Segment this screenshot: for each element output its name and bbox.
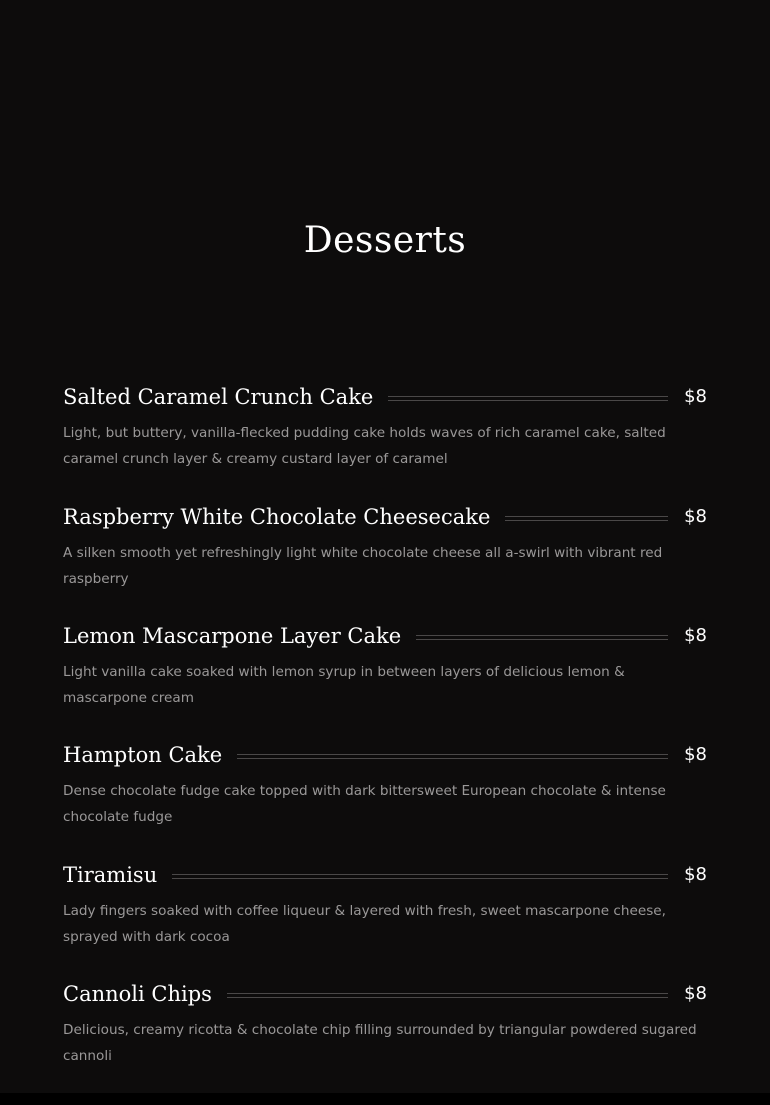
menu-item	[63, 502, 707, 592]
menu-item-description: Light, but buttery, vanilla-flecked pudding cake holds waves of rich caramel cake, salted caramel crunch layer & creamy custard layer of caramel	[63, 425, 666, 467]
menu-item-name: Hampton Cake	[63, 743, 223, 767]
menu-item-price: $8	[684, 386, 707, 407]
menu-item-name: Lemon Mascarpone Layer Cake	[63, 624, 402, 648]
menu-item-description: A silken smooth yet refreshingly light white chocolate cheese all a-swirl with vibrant red raspberry	[63, 545, 663, 587]
menu-item-header	[63, 860, 707, 890]
menu-item	[63, 621, 707, 711]
menu-item-header	[63, 502, 707, 532]
dotted-leader-divider	[172, 874, 668, 879]
menu-item	[63, 382, 707, 472]
menu-item-price: $8	[684, 864, 707, 885]
dotted-leader-divider	[416, 635, 668, 640]
menu-item-description: Lady fingers soaked with coffee liqueur & layered with fresh, sweet mascarpone cheese, sprayed with dark cocoa	[63, 903, 666, 945]
menu-item	[63, 860, 707, 950]
menu-item-name: Tiramisu	[63, 863, 158, 887]
menu-item-price: $8	[684, 983, 707, 1004]
dotted-leader-divider	[237, 754, 668, 759]
menu-item-header	[63, 621, 707, 651]
section-title: Desserts	[303, 220, 467, 261]
menu-item-name: Salted Caramel Crunch Cake	[63, 385, 374, 409]
menu-item-description: Delicious, creamy ricotta & chocolate chip filling surrounded by triangular powdered sugared cannoli	[63, 1022, 697, 1064]
menu-item-description: Light vanilla cake soaked with lemon syrup in between layers of delicious lemon & mascarpone cream	[63, 664, 625, 706]
menu-item-name: Cannoli Chips	[63, 982, 212, 1006]
dotted-leader-divider	[227, 993, 668, 998]
dotted-leader-divider	[388, 396, 668, 401]
menu-item-name: Raspberry White Chocolate Cheesecake	[63, 505, 491, 529]
dotted-leader-divider	[505, 516, 668, 521]
menu-item-header	[63, 979, 707, 1009]
menu-item-description: Dense chocolate fudge cake topped with dark bittersweet European chocolate & intense chocolate fudge	[63, 783, 666, 825]
menu-item	[63, 740, 707, 830]
menu-item-header	[63, 382, 707, 412]
menu-item-price: $8	[684, 506, 707, 527]
menu-item	[63, 979, 707, 1069]
menu-item-price: $8	[684, 625, 707, 646]
menu-item-header	[63, 740, 707, 770]
menu-item-price: $8	[684, 744, 707, 765]
